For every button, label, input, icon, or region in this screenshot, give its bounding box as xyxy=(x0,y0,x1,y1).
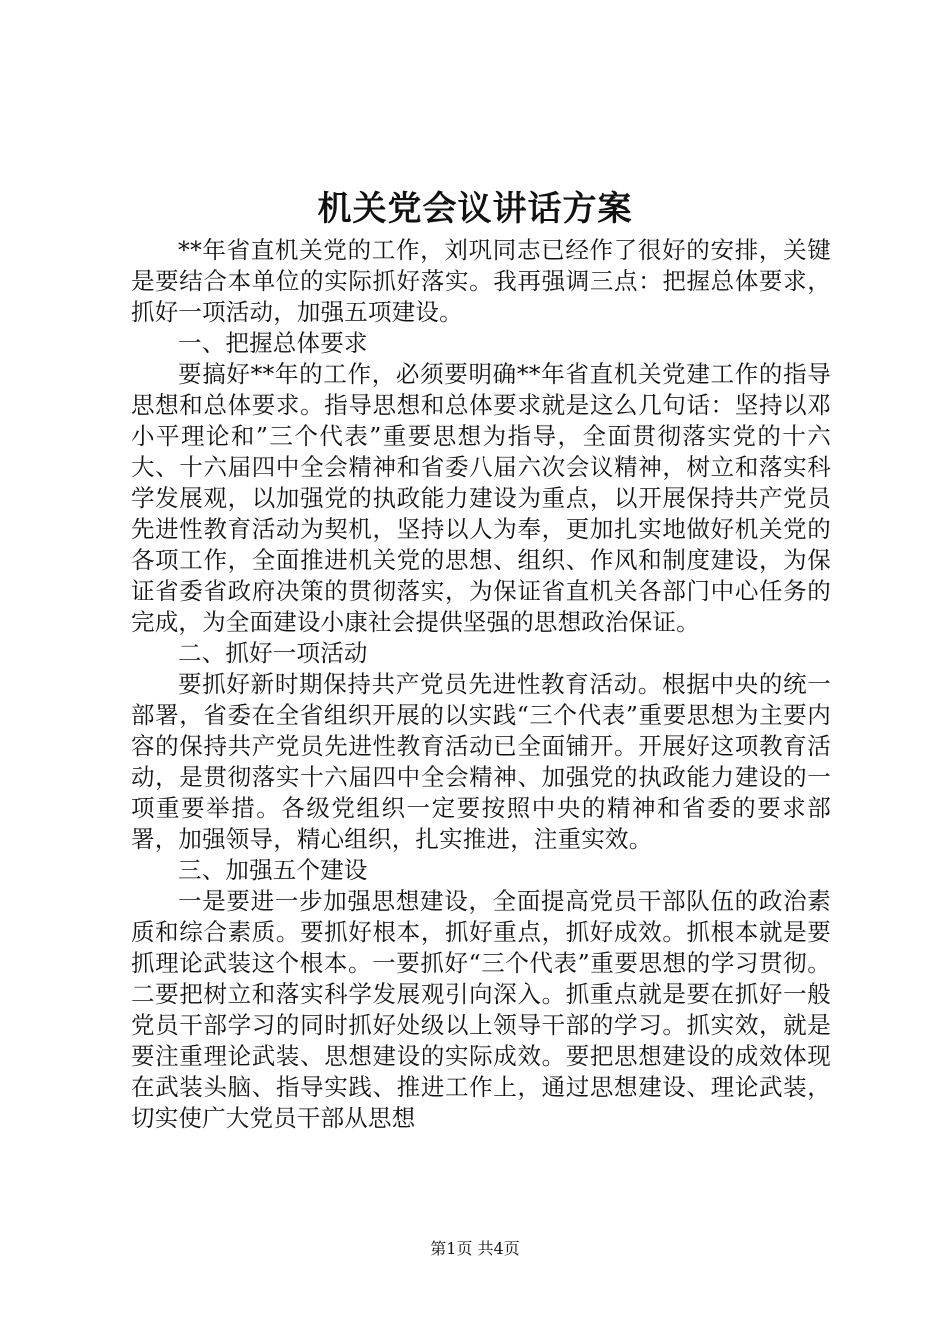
document-title: 机关党会议讲话方案 xyxy=(317,189,633,229)
page-number-footer: 第1页 共4页 xyxy=(430,1239,520,1258)
section-paragraph-1: 要搞好**年的工作，必须要明确**年省直机关党建工作的指导思想和总体要求。指导思想和总体要求就是这么几句话：坚持以邓小平理论和”三个代表”重要思想为指导，全面贯彻落实党的十六大、十六届四中全会精神和省委八届六次会议精神，树立和落实科学发展观，以加强党的执政能力建设为重点，以开展保持共产党员先进性教育活动为契机，坚持以人为奉，更加扎实地做好机关党的各项工作，全面推进机关党的思想、组织、作风和制度建设，为保证省委省政府决策的贯彻落实，为保证省直机关各部门中心任务的完成，为全面建设小康社会提供坚强的思想政治保证。 xyxy=(131,360,831,636)
section-heading-3: 三、加强五个建设 xyxy=(178,856,368,884)
document-body xyxy=(131,235,831,1134)
section-paragraph-3: 一是要进一步加强思想建设，全面提高党员干部队伍的政治素质和综合素质。要抓好根本，抓好重点，抓好成效。抓根本就是要抓理论武装这个根本。一要抓好“三个代表”重要思想的学习贯彻。二要把树立和落实科学发展观引向深入。抓重点就是要在抓好一般党员干部学习的同时抓好处级以上领导干部的学习。抓实效，就是要注重理论武装、思想建设的实际成效。要把思想建设的成效体现在武装头脑、指导实践、推进工作上，通过思想建设、理论武装，切实使广大党员干部从思想 xyxy=(131,887,831,1132)
section-heading-2: 二、抓好一项活动 xyxy=(178,639,368,667)
section-heading-1: 一、把握总体要求 xyxy=(178,329,368,357)
section-paragraph-2: 要抓好新时期保持共产党员先进性教育活动。根据中央的统一部署，省委在全省组织开展的以实践“三个代表”重要思想为主要内容的保持共产党员先进性教育活动已全面铺开。开展好这项教育活动，是贯彻落实十六届四中全会精神、加强党的执政能力建设的一项重要举措。各级党组织一定要按照中央的精神和省委的要求部署，加强领导，精心组织，扎实推进，注重实效。 xyxy=(131,670,831,853)
intro-paragraph: **年省直机关党的工作，刘巩同志已经作了很好的安排，关键是要结合本单位的实际抓好落实。我再强调三点：把握总体要求，抓好一项活动，加强五项建设。 xyxy=(131,236,831,326)
